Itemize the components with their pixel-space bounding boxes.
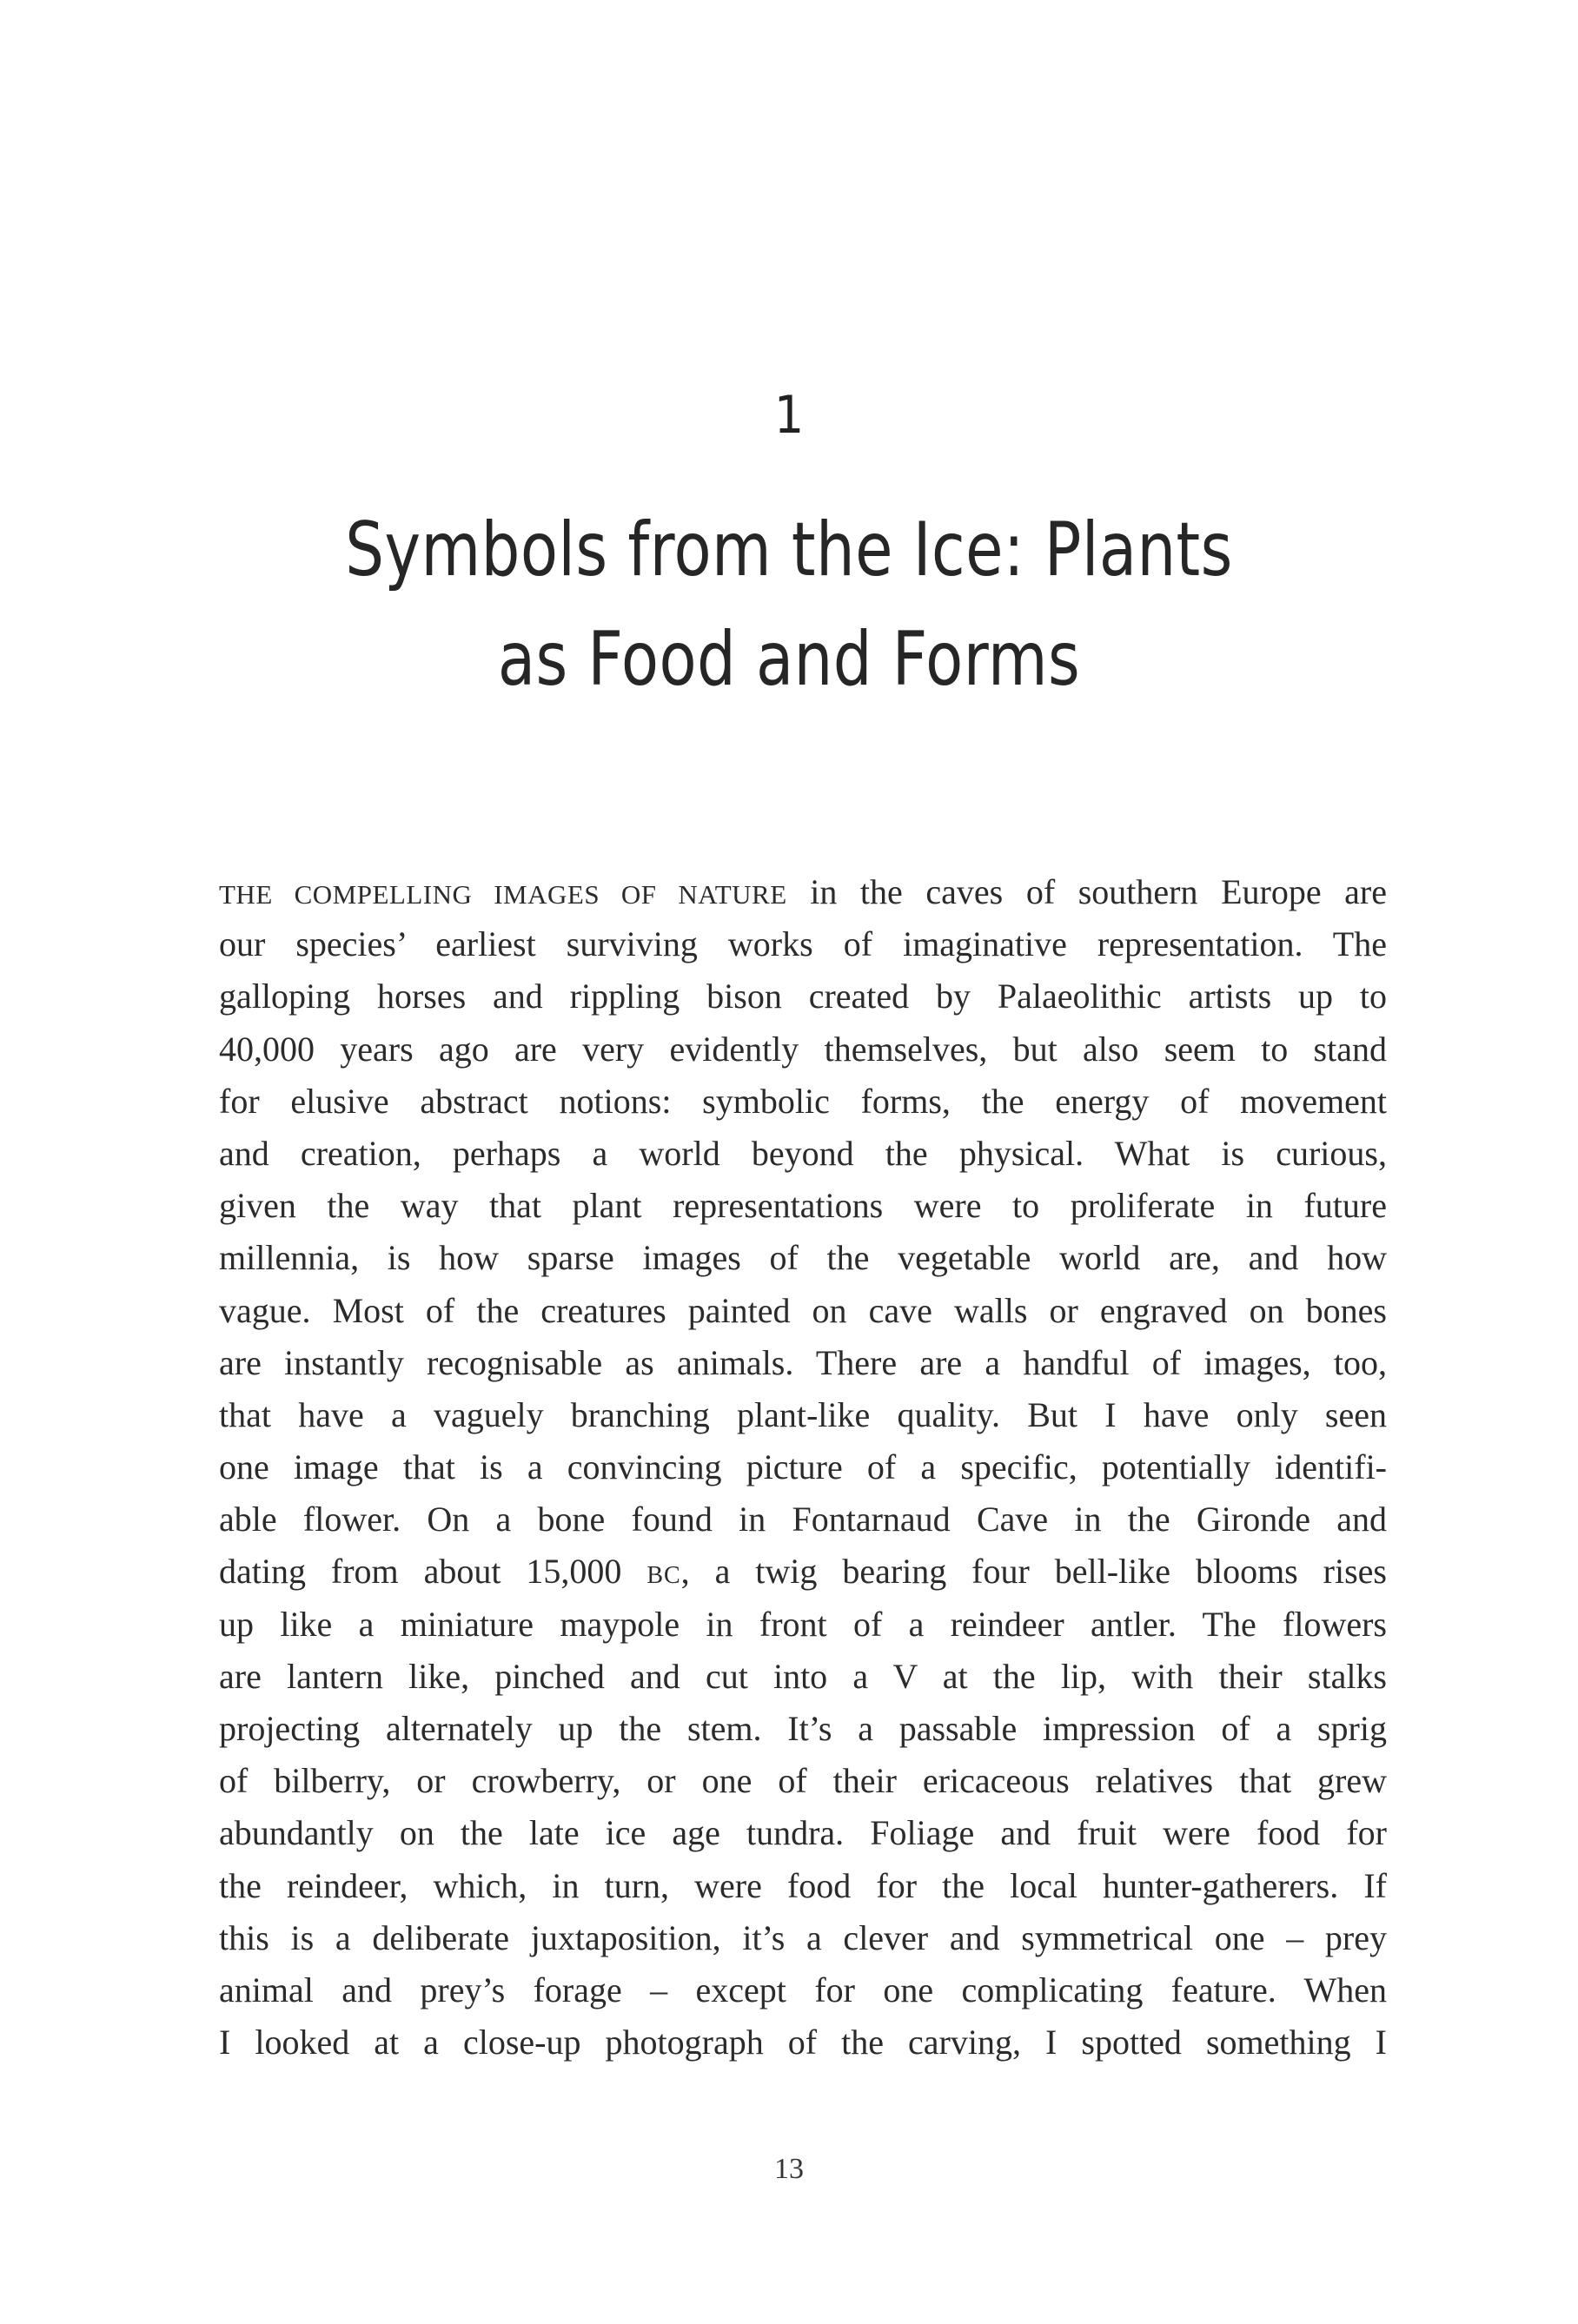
text-line-9: vague. Most of the creatures painted on cave walls or engraved on bones bbox=[219, 1290, 1387, 1330]
opening-small-caps: THE COMPELLING IMAGES OF NATURE bbox=[219, 879, 787, 910]
text-line-23: I looked at a close-up photograph of the carving, I spotted something I bbox=[219, 2023, 1387, 2062]
text-line-14-rest: , a twig bearing four bell-like blooms rises bbox=[680, 1552, 1387, 1592]
chapter-title-line-1: Symbols from the Ice: Plants bbox=[345, 507, 1233, 593]
era-abbreviation: BC bbox=[646, 1562, 681, 1590]
text-line-2: our species’ earliest surviving works of imaginative representation. The bbox=[219, 924, 1387, 964]
chapter-number: 1 bbox=[773, 385, 805, 446]
text-line-4: 40,000 years ago are very evidently themselves, but also seem to stand bbox=[219, 1029, 1387, 1069]
page-number: 13 bbox=[774, 2153, 804, 2185]
body-paragraph bbox=[219, 866, 1387, 2069]
text-line-17: projecting alternately up the stem. It’s a passable impression of a sprig bbox=[219, 1709, 1387, 1748]
text-line-6: and creation, perhaps a world beyond the physical. What is curious, bbox=[219, 1133, 1387, 1173]
text-line-11: that have a vaguely branching plant-like quality. But I have only seen bbox=[219, 1394, 1387, 1434]
text-line-15: up like a miniature maypole in front of a reindeer antler. The flowers bbox=[219, 1604, 1387, 1644]
text-line-22: animal and prey’s forage – except for one complicating feature. When bbox=[219, 1970, 1387, 2009]
text-line-18: of bilberry, or crowberry, or one of their ericaceous relatives that grew bbox=[219, 1761, 1387, 1801]
text-line-3: galloping horses and rippling bison created by Palaeolithic artists up to bbox=[219, 977, 1387, 1016]
text-line-21: this is a deliberate juxtaposition, it’s a clever and symmetrical one – prey bbox=[219, 1917, 1387, 1957]
text-line-10: are instantly recognisable as animals. There are a handful of images, too, bbox=[219, 1342, 1387, 1382]
chapter-title-line-2: as Food and Forms bbox=[497, 616, 1081, 703]
text-line-14 bbox=[219, 1546, 1387, 1598]
text-line-7: given the way that plant representations were to proliferate in future bbox=[219, 1186, 1387, 1226]
text-line-5: for elusive abstract notions: symbolic forms, the energy of movement bbox=[219, 1081, 1387, 1121]
text-line-14-start: dating from about 15,000 bbox=[219, 1552, 647, 1592]
text-line-20: the reindeer, which, in turn, were food for the local hunter-gatherers. If bbox=[219, 1865, 1387, 1905]
text-line-13: able flower. On a bone found in Fontarnaud Cave in the Gironde and bbox=[219, 1500, 1387, 1539]
text-line-1 bbox=[219, 866, 1387, 918]
text-line-19: abundantly on the late ice age tundra. Foliage and fruit were food for bbox=[219, 1813, 1387, 1853]
text-line-16: are lantern like, pinched and cut into a V at the lip, with their stalks bbox=[219, 1656, 1387, 1696]
text-line-12: one image that is a convincing picture of a specific, potentially identifi- bbox=[219, 1447, 1387, 1487]
chapter-title bbox=[142, 495, 1435, 714]
text-line-1-rest: in the caves of southern Europe are bbox=[786, 872, 1387, 911]
text-line-8: millennia, is how sparse images of the vegetable world are, and how bbox=[219, 1238, 1387, 1278]
